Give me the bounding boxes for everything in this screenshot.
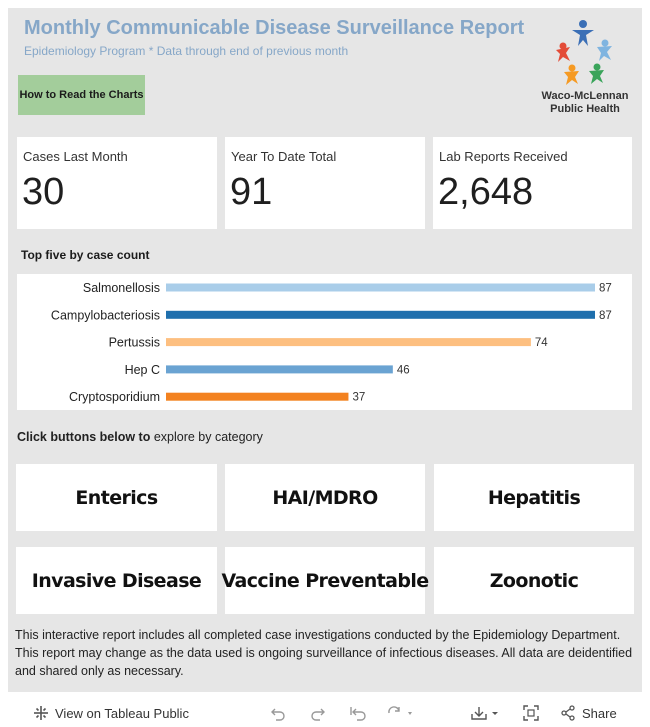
bar-category-label: Hep C bbox=[124, 362, 160, 377]
category-button-enterics[interactable]: Enterics bbox=[16, 464, 217, 531]
kpi-value: 30 bbox=[22, 171, 65, 213]
kpi-value: 2,648 bbox=[438, 171, 534, 213]
tableau-toolbar bbox=[0, 699, 650, 727]
view-on-tableau-link[interactable] bbox=[33, 704, 189, 722]
bar-value-label: 74 bbox=[534, 337, 548, 350]
bar-value-label: 87 bbox=[599, 282, 612, 295]
undo-button[interactable] bbox=[270, 704, 286, 722]
download-button[interactable] bbox=[470, 704, 502, 722]
fullscreen-button[interactable] bbox=[523, 704, 539, 722]
redo-button[interactable] bbox=[310, 704, 326, 722]
kpi-year-to-date bbox=[225, 137, 425, 229]
fullscreen-icon bbox=[523, 705, 539, 721]
view-on-tableau-label: View on Tableau Public bbox=[55, 705, 189, 721]
bar-cryptosporidium[interactable] bbox=[166, 393, 348, 401]
category-button-vaccine-preventable[interactable]: Vaccine Preventable bbox=[225, 547, 425, 614]
share-icon bbox=[560, 705, 576, 721]
revert-icon bbox=[349, 705, 367, 721]
refresh-icon bbox=[386, 705, 416, 721]
page-subtitle: Epidemiology Program * Data through end of previous month bbox=[24, 44, 349, 58]
bar-hep-c[interactable] bbox=[166, 365, 393, 373]
kpi-cases-last-month bbox=[17, 137, 217, 229]
kpi-value: 91 bbox=[230, 171, 273, 213]
logo-text-line1: Waco-McLennan bbox=[541, 90, 629, 102]
bar-campylobacteriosis[interactable] bbox=[166, 311, 595, 319]
tableau-logo-icon bbox=[33, 705, 49, 721]
org-logo bbox=[532, 16, 638, 116]
kpi-lab-reports bbox=[433, 137, 632, 229]
redo-icon bbox=[310, 705, 326, 721]
bar-pertussis[interactable] bbox=[166, 338, 531, 346]
download-icon bbox=[470, 705, 502, 721]
people-logo-icon bbox=[548, 16, 620, 86]
bar-category-label: Salmonellosis bbox=[82, 281, 160, 295]
top-five-bar-chart[interactable] bbox=[17, 274, 632, 410]
share-button[interactable] bbox=[560, 704, 617, 722]
category-button-zoonotic[interactable]: Zoonotic bbox=[434, 547, 634, 614]
category-prompt-bold: Click buttons below to bbox=[17, 430, 151, 444]
revert-button[interactable] bbox=[349, 704, 367, 722]
category-prompt-rest: explore by category bbox=[150, 430, 263, 444]
footer-note: This interactive report includes all completed case investigations conducted by the Epidemiology Department. This report may change as the data used is ongoing surveillance of infectious diseases. All data are deidentified and shared only as necessary. bbox=[15, 628, 633, 678]
logo-text-line2: Public Health bbox=[550, 103, 620, 115]
page-title: Monthly Communicable Disease Surveillance Report bbox=[24, 17, 525, 39]
dashboard bbox=[8, 8, 642, 692]
bar-value-label: 46 bbox=[396, 364, 410, 377]
bar-category-label: Campylobacteriosis bbox=[50, 308, 160, 323]
chart-title: Top five by case count bbox=[21, 248, 150, 262]
bar-category-label: Pertussis bbox=[108, 335, 160, 350]
share-label: Share bbox=[582, 705, 617, 721]
refresh-button[interactable] bbox=[386, 704, 416, 722]
bar-salmonellosis[interactable] bbox=[166, 284, 595, 292]
kpi-label: Year To Date Total bbox=[231, 149, 337, 164]
bar-value-label: 37 bbox=[352, 391, 366, 404]
how-to-read-button[interactable]: How to Read the Charts bbox=[18, 75, 145, 115]
bar-value-label: 87 bbox=[599, 309, 612, 322]
category-button-hai-mdro[interactable]: HAI/MDRO bbox=[225, 464, 425, 531]
category-prompt bbox=[17, 430, 263, 444]
undo-icon bbox=[270, 705, 286, 721]
category-button-hepatitis[interactable]: Hepatitis bbox=[434, 464, 634, 531]
bar-chart-svg bbox=[17, 274, 632, 410]
bar-category-label: Cryptosporidium bbox=[68, 390, 160, 405]
kpi-label: Lab Reports Received bbox=[439, 149, 568, 164]
kpi-label: Cases Last Month bbox=[23, 149, 128, 164]
category-button-invasive-disease[interactable]: Invasive Disease bbox=[16, 547, 217, 614]
